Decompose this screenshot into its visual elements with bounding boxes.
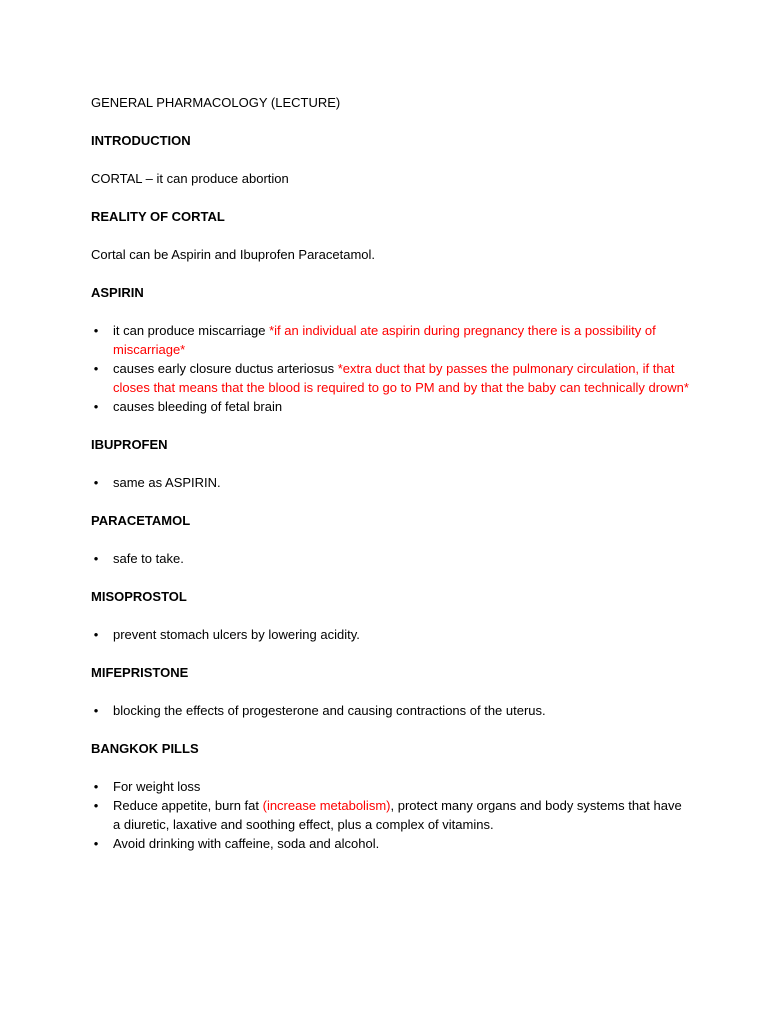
list-item-text: Avoid drinking with caffeine, soda and alcohol. bbox=[113, 836, 380, 851]
list-item-text: , protect many organs and body systems that have a diuretic, laxative and soothing effect, plus a complex of vitamins. bbox=[113, 798, 682, 832]
bullet-icon: • bbox=[93, 798, 99, 813]
heading-ibuprofen: IBUPROFEN bbox=[91, 437, 168, 452]
list-item bbox=[91, 397, 691, 416]
heading-introduction: INTRODUCTION bbox=[91, 133, 191, 148]
annotation-note: *extra duct that by passes the pulmonary circulation, if that closes that means that the blood is required to go to PM and by that the baby can technically drown* bbox=[113, 361, 689, 395]
mifepristone-list bbox=[91, 701, 691, 720]
heading-bangkok-pills: BANGKOK PILLS bbox=[91, 741, 199, 756]
list-item bbox=[91, 473, 691, 492]
misoprostol-list bbox=[91, 625, 691, 644]
list-item bbox=[91, 549, 691, 568]
bullet-icon: • bbox=[93, 627, 99, 642]
list-item bbox=[91, 625, 691, 644]
heading-mifepristone: MIFEPRISTONE bbox=[91, 665, 189, 680]
paracetamol-list bbox=[91, 549, 691, 568]
annotation-note: (increase metabolism) bbox=[262, 798, 391, 813]
list-item bbox=[91, 359, 691, 397]
bangkok-pills-list bbox=[91, 777, 691, 853]
bullet-icon: • bbox=[93, 703, 99, 718]
bullet-icon: • bbox=[93, 399, 99, 414]
bullet-icon: • bbox=[93, 323, 99, 338]
list-item bbox=[91, 701, 691, 720]
ibuprofen-list bbox=[91, 473, 691, 492]
list-item-text: prevent stomach ulcers by lowering acidity. bbox=[113, 627, 360, 642]
bullet-icon: • bbox=[93, 551, 99, 566]
list-item bbox=[91, 796, 691, 834]
list-item-text: For weight loss bbox=[113, 779, 201, 794]
list-item-text: blocking the effects of progesterone and causing contractions of the uterus. bbox=[113, 703, 546, 718]
annotation-note: *if an individual ate aspirin during pregnancy there is a possibility of miscarriage* bbox=[113, 323, 656, 357]
reality-line: Cortal can be Aspirin and Ibuprofen Paracetamol. bbox=[91, 247, 376, 262]
list-item-text: causes bleeding of fetal brain bbox=[113, 399, 283, 414]
heading-aspirin: ASPIRIN bbox=[91, 285, 144, 300]
cortal-line: CORTAL – it can produce abortion bbox=[91, 171, 289, 186]
list-item-text: Reduce appetite, burn fat bbox=[113, 798, 263, 813]
bullet-icon: • bbox=[93, 779, 99, 794]
aspirin-list bbox=[91, 321, 691, 416]
list-item-text: safe to take. bbox=[113, 551, 184, 566]
heading-paracetamol: PARACETAMOL bbox=[91, 513, 191, 528]
list-item-text: causes early closure ductus arteriosus bbox=[113, 361, 338, 376]
document-body bbox=[91, 93, 691, 853]
document-title: GENERAL PHARMACOLOGY (LECTURE) bbox=[91, 95, 341, 110]
list-item bbox=[91, 777, 691, 796]
list-item bbox=[91, 834, 691, 853]
list-item bbox=[91, 321, 691, 359]
heading-misoprostol: MISOPROSTOL bbox=[91, 589, 187, 604]
bullet-icon: • bbox=[93, 361, 99, 376]
list-item-text: it can produce miscarriage bbox=[113, 323, 270, 338]
heading-reality-of-cortal: REALITY OF CORTAL bbox=[91, 209, 225, 224]
bullet-icon: • bbox=[93, 836, 99, 851]
list-item-text: same as ASPIRIN. bbox=[113, 475, 221, 490]
bullet-icon: • bbox=[93, 475, 99, 490]
